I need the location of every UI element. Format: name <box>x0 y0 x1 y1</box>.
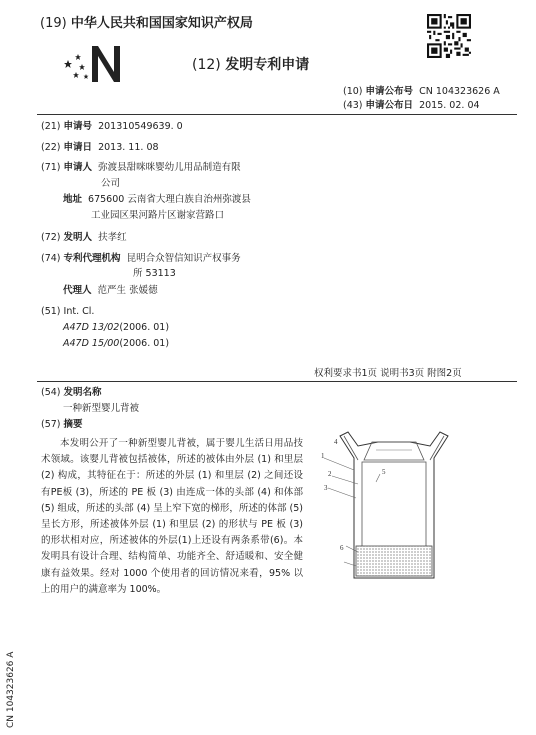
office-code: (19) <box>40 16 67 31</box>
title-code: (54) <box>41 387 61 398</box>
pub-number-label: 申请公布号 <box>365 86 414 97</box>
app-date-code: (22) <box>41 142 61 153</box>
address <box>63 194 251 206</box>
baby-carrier-figure <box>318 428 470 588</box>
agency <box>41 253 241 265</box>
int-cl-class-2: A47D 15/00 <box>63 338 120 349</box>
office-header <box>40 12 253 31</box>
inventor-label: 发明人 <box>63 232 93 243</box>
section-divider <box>37 381 517 382</box>
inventor-value: 扶孝红 <box>98 232 127 243</box>
figure-label-3: 3 <box>324 484 328 492</box>
figure-label-2: 2 <box>328 470 332 478</box>
applicant-code: (71) <box>41 162 61 173</box>
figure-label-4: 4 <box>334 438 338 446</box>
address-line1: 675600 云南省大理白族自治州弥渡县 <box>88 194 251 205</box>
pub-date-value: 2015. 02. 04 <box>419 100 480 111</box>
doc-code: (12) <box>192 57 221 73</box>
abstract-label: 摘要 <box>63 419 83 430</box>
cnipa-logo <box>58 42 124 86</box>
int-cl <box>41 306 94 318</box>
agency-name: 昆明合众智信知识产权事务 <box>126 253 241 264</box>
applicant-name: 弥渡县甜咪咪婴幼儿用品制造有限 <box>98 162 241 173</box>
int-cl-date-2: (2006. 01) <box>119 338 170 349</box>
abstract-code: (57) <box>41 419 61 430</box>
pub-number <box>343 86 500 98</box>
agency-line2: 所 53113 <box>133 268 176 279</box>
int-cl-entry-2 <box>63 338 169 350</box>
agent-value: 范严生 张媛德 <box>97 285 158 296</box>
applicant <box>41 162 241 174</box>
address-label: 地址 <box>63 194 83 205</box>
agency-label: 专利代理机构 <box>63 253 121 264</box>
app-number-label: 申请号 <box>63 121 93 132</box>
agency-code: (74) <box>41 253 61 264</box>
doc-type-header <box>192 54 309 74</box>
pub-date <box>343 100 480 112</box>
applicant-line2: 公司 <box>101 178 121 189</box>
figure-label-5: 5 <box>382 468 386 476</box>
figure-label-1: 1 <box>321 452 325 460</box>
abstract-text: 本发明公开了一种新型婴儿背被，属于婴儿生活日用品技术领域。该婴儿背被包括被体，所述的被体由外层 (1) 和里层 (2) 构成，其特征在于：所述的外层 (1) 和里层 (2) 之间还设有PE板 (3)，所述的 PE 板 (3) 由连成一体的头部 (4) 和体部 (5) 组成，所述的头部 (4) 呈上窄下宽的梯形，所述的体部 (5) 呈长方形，所述被体外层 (1) 和里层 (2) 的形状与 PE 板 (3) 的形状相对应，所述被体的外层(1)上还设有两条系带(6)。本发明具有设计合理、结构简单、功能齐全、舒适暖和、安全健康有益效果。经对 1000 个使用者的回访情况来看，95% 以上的用户的满意率为 100%。 <box>41 438 303 595</box>
invention-title-heading <box>41 387 102 399</box>
app-date <box>41 142 159 154</box>
abstract-heading <box>41 419 83 431</box>
page-counts: 权利要求书1页 说明书3页 附图2页 <box>314 368 462 379</box>
title-label: 发明名称 <box>63 387 102 398</box>
pub-number-code: (10) <box>343 86 363 97</box>
app-number-code: (21) <box>41 121 61 132</box>
qr-code <box>427 14 471 58</box>
int-cl-class-1: A47D 13/02 <box>63 322 120 333</box>
int-cl-label: Int. Cl. <box>63 306 95 317</box>
app-number-value: 201310549639. 0 <box>98 121 183 132</box>
pub-date-label: 申请公布日 <box>365 100 414 111</box>
int-cl-date-1: (2006. 01) <box>119 322 170 333</box>
invention-title: 一种新型婴儿背被 <box>63 403 140 414</box>
doc-type: 发明专利申请 <box>225 57 310 73</box>
side-publication-number <box>4 640 18 728</box>
agent <box>63 285 158 297</box>
app-date-value: 2013. 11. 08 <box>98 142 159 153</box>
pub-date-code: (43) <box>343 100 363 111</box>
header-divider <box>37 114 517 115</box>
agent-label: 代理人 <box>63 285 92 296</box>
pub-number-value: CN 104323626 A <box>419 86 500 97</box>
address-line2: 工业园区果河路片区谢家营路口 <box>91 210 225 221</box>
figure-label-6: 6 <box>340 544 344 552</box>
int-cl-code: (51) <box>41 306 61 317</box>
int-cl-entry-1 <box>63 322 169 334</box>
side-number-text: CN 104323626 A <box>6 651 16 728</box>
office-name: 中华人民共和国国家知识产权局 <box>70 16 253 31</box>
inventor-code: (72) <box>41 232 61 243</box>
applicant-label: 申请人 <box>63 162 93 173</box>
app-number <box>41 121 183 133</box>
app-date-label: 申请日 <box>63 142 93 153</box>
inventor <box>41 232 127 244</box>
